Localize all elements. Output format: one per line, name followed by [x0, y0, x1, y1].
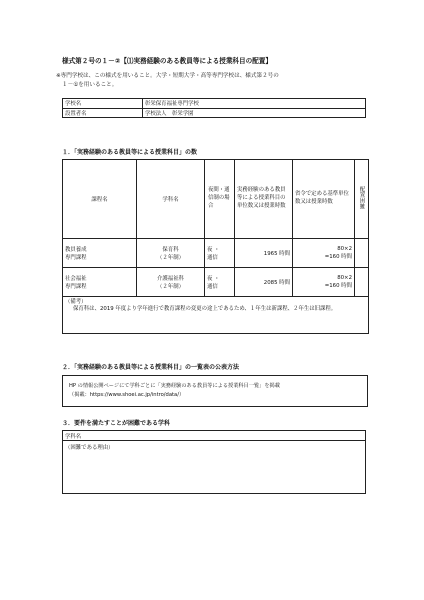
required-line: 80×2	[337, 275, 352, 281]
difficulty-cell	[355, 239, 369, 268]
school-info-table	[62, 98, 366, 118]
difficulty-reason-label: （困難である理由）	[63, 441, 366, 494]
credits-cell: 1965 時間	[235, 239, 293, 268]
publication-method-line-2: （掲載：https://www.shoei.ac.jp/intro/data/）	[69, 392, 185, 398]
department-cell	[137, 268, 205, 297]
difficulty-cell	[355, 268, 369, 297]
department-line: （２年制）	[157, 255, 184, 261]
course-cell	[63, 239, 137, 268]
founder-name-value: 学校法人 彰栄学園	[143, 108, 366, 118]
form-title: 様式第２号の１－②【⑴実務経験のある教員等による授業科目の配置】	[62, 57, 272, 65]
table-row	[63, 268, 369, 297]
course-cell	[63, 268, 137, 297]
course-line: 社会福祉	[65, 276, 87, 282]
remarks-label: （備考）	[65, 299, 87, 305]
remarks-text: 保育科は、2019 年度より学年進行で教育課程の変更の途上であるため、１年生は新課程、２年生は旧課程。	[73, 306, 337, 313]
schedule-line: 夜 ・	[207, 247, 220, 253]
schedule-line: 夜 ・	[207, 276, 220, 282]
department-line: 保育科	[162, 247, 179, 253]
header-schedule: 夜間・通信制の場合	[205, 160, 235, 239]
header-department: 学科名	[137, 160, 205, 239]
required-line: =160 時間	[324, 254, 352, 260]
founder-name-label: 設置者名	[63, 108, 143, 118]
schedule-cell	[205, 239, 235, 268]
section-1-title: １．「実務経験のある教員等による授業科目」の数	[62, 149, 198, 156]
schedule-line: 通信	[207, 284, 218, 290]
course-line: 専門課程	[65, 255, 87, 261]
required-line: =160 時間	[324, 283, 352, 289]
department-line: （２年制）	[157, 284, 184, 290]
required-cell	[293, 239, 355, 268]
department-line: 介護福祉科	[157, 276, 184, 282]
schedule-line: 通信	[207, 255, 218, 261]
department-cell	[137, 239, 205, 268]
header-course: 課程名	[63, 160, 137, 239]
difficult-department-table	[62, 430, 366, 494]
header-required: 省令で定める基準単位数又は授業時数	[293, 160, 355, 239]
school-name-value: 彰栄保育福祉専門学校	[143, 99, 366, 109]
header-credits: 実務経験のある教員等による授業科目の単位数又は授業時数	[235, 160, 293, 239]
publication-method-box	[62, 375, 368, 407]
form-note-line-1: ※専門学校は、この様式を用いること。大学・短期大学・高等専門学校は、様式第２号の	[56, 73, 279, 79]
required-line: 80×2	[337, 246, 352, 252]
required-cell	[293, 268, 355, 297]
course-line: 教員養成	[65, 247, 87, 253]
credits-cell: 2085 時間	[235, 268, 293, 297]
school-name-label: 学校名	[63, 99, 143, 109]
course-line: 専門課程	[65, 284, 87, 290]
faculty-course-table	[62, 159, 369, 334]
remarks-cell	[63, 297, 369, 334]
section-2-title: ２．「実務経験のある教員等による授業科目」の一覧表の公表方法	[62, 364, 240, 371]
section-3-title: ３．要件を満たすことが困難である学科	[62, 420, 171, 427]
publication-method-line-1: HP の情報公開ページにて学科ごとに「実務経験のある教員等による授業科目一覧」を掲載	[69, 383, 280, 389]
form-note-line-2: １－①を用いること。	[62, 82, 118, 88]
schedule-cell	[205, 268, 235, 297]
header-difficulty: 配置困難	[358, 186, 365, 210]
department-name-label: 学科名	[63, 431, 366, 441]
table-row	[63, 239, 369, 268]
